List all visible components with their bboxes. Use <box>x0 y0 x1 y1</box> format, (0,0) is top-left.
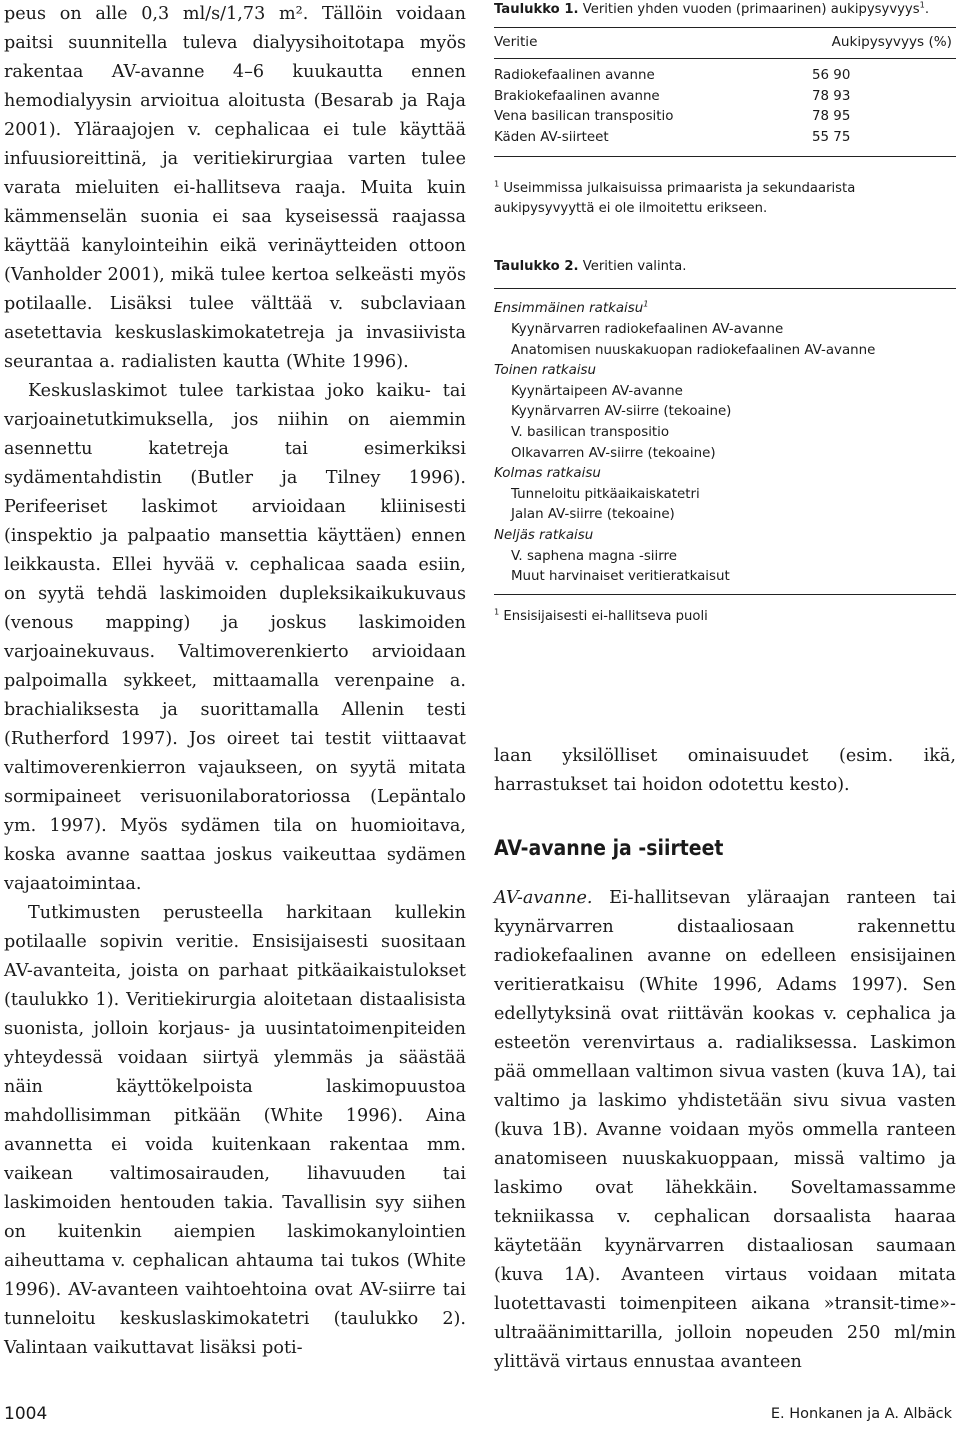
table-row <box>494 87 956 108</box>
table-cell-veritie: Käden AV-siirteet <box>494 129 609 145</box>
left-paragraph-1: peus on alle 0,3 ml/s/1,73 m². Tällöin voidaan paitsi suunnitella tuleva dialyysihoitotapa myös rakentaa AV-avanne 4–6 kuukautta ennen hemodialyysin arvioitua aloitusta (Besarab ja Raja 2001). Yläraajojen v. cephalicaa ei tule käyttää infuusioreittinä, ja veritiekirurgiaa varten tulee varata mieluiten ei-hallitseva raaja. Muita kuin kämmenselän suonia ei saa kyseisessä raajassa käyttää kanylointeihin eikä verinäytteiden ottoon (Vanholder 2001), mikä tulee kertoa selkeästi myös potilaalle. Lisäksi tulee välttää v. subclaviaan asetettavia keskuslaskimokatetreja ja invasiivista seurantaa a. radialisten kautta (White 1996). <box>4 4 466 372</box>
table-1-header-row <box>494 28 956 58</box>
list-item: Kyynärtaipeen AV-avanne <box>511 383 683 399</box>
table-1-bottom-rule <box>494 156 956 157</box>
table-1-col-header-veritie: Veritie <box>494 34 538 50</box>
table-2-bottom-rule <box>494 594 956 595</box>
table-row <box>494 66 956 87</box>
table-1-footnote-text: Useimmissa julkaisuissa primaarista ja sekundaarista aukipysyvyyttä ei ole ilmoitettu erikseen. <box>494 181 856 217</box>
group-heading-sup: 1 <box>643 298 649 309</box>
list-item: V. saphena magna -siirre <box>511 548 677 564</box>
table-1-caption <box>494 0 956 19</box>
list-item: Anatomisen nuuskakuopan radiokefaalinen AV-avanne <box>511 342 876 358</box>
list-item: Jalan AV-siirre (tekoaine) <box>511 507 675 523</box>
table-row <box>494 107 956 128</box>
right-body <box>494 884 956 1377</box>
table-1 <box>494 0 956 219</box>
left-paragraph-3: Tutkimusten perusteella harkitaan kullekin potilaalle sopivin veritie. Ensisijaisesti suositaan AV-avanteita, joista on parhaat pitkäaikaistulokset (taulukko 1). Veritiekirurgia aloitetaan distaalisista suonista, jolloin korjaus- ja uusintatoimenpiteiden yhteydessä voidaan siirtyä ylemmäs ja säästää näin käyttökelpoista laskimopuustoa mahdollisimman pitkään (White 1996). Aina avannetta ei voida kuitenkaan rakentaa mm. vaikean valtimosairauden, lihavuuden tai laskimoiden hentouden takia. Tavallisin syy siihen on kuitenkin aiempien laskimokanylointien aiheuttama v. cephalican ahtauma tai tukos (White 1996). AV-avanteen vaihtoehtoina ovat AV-siirre tai tunneloitu keskuslaskimokatetri (taulukko 2). Valintaan vaikuttavat lisäksi poti- <box>4 903 466 1358</box>
table-1-body <box>494 59 956 148</box>
group-heading-text: Toinen ratkaisu <box>494 363 597 379</box>
group-heading-text: Kolmas ratkaisu <box>494 466 601 482</box>
footer-authors: E. Honkanen ja A. Albäck <box>770 1406 952 1422</box>
table-2-footnote-mark: 1 <box>494 606 500 617</box>
table-cell-aukipysyvyys: 56 90 <box>812 68 851 83</box>
table-2-group-heading <box>494 361 956 382</box>
table-1-caption-sup: 1 <box>919 0 925 10</box>
table-1-footnote <box>494 179 956 219</box>
left-column <box>4 0 466 1363</box>
table-1-caption-label: Taulukko 1. <box>494 2 579 17</box>
table-2-footnote-text: Ensisijaisesti ei-hallitseva puoli <box>503 608 708 624</box>
table-2-body <box>494 289 956 587</box>
table-cell-veritie: Radiokefaalinen avanne <box>494 68 655 83</box>
table-cell-veritie: Brakiokefaalinen avanne <box>494 88 660 104</box>
table-cell-veritie: Vena basilican transpositio <box>494 109 674 125</box>
table-2 <box>494 257 956 626</box>
group-heading-text: Neljäs ratkaisu <box>494 527 594 543</box>
table-1-footnote-mark: 1 <box>494 178 500 189</box>
group-heading-text: Ensimmäinen ratkaisu <box>494 301 644 317</box>
table-row <box>494 128 956 149</box>
table-1-col-header-aukipysyvyys: Aukipysyvyys (%) <box>831 34 952 50</box>
table-2-group-heading <box>494 464 956 485</box>
body-text: Ei-hallitsevan yläraajan ranteen tai kyynärvarren distaaliosaan rakennettu radiokefaalinen avanne on edelleen ensisijainen veritieratkaisu (White 1996, Adams 1997). Sen edellytyksinä ovat riittävän kookas v. cephalica ja esteetön verenvirtaus a. radialiksessa. Laskimon pää ommellaan valtimon sivua vasten (kuva 1A), tai valtimo ja laskimo yhdistetään sivu sivua vasten (kuva 1B). Avanne voidaan myös ommella ranteen anatomiseen nuuskakuoppaan, missä valtimo ja laskimo ovat lähekkäin. Soveltamassamme tekniikassa v. cephalican dorsaalista haaraa käytetään kyynärvarren distaaliosan saumaan (kuva 1A). Avanteen virtaus voidaan mitata luotettavasti toimenpiteen aikana »transit-time»-ultraäänimittarilla, jolloin nopeuden 250 ml/min ylittävä virtaus ennustaa avanteen <box>494 888 956 1372</box>
table-1-caption-end: . <box>924 2 930 17</box>
list-item: Muut harvinaiset veritieratkaisut <box>511 569 730 585</box>
list-item: Kyynärvarren AV-siirre (tekoaine) <box>511 404 732 420</box>
left-paragraph-2: Keskuslaskimot tulee tarkistaa joko kaiku- tai varjoainetutkimuksella, jos niihin on aiemmin asennettu katetreja tai esimerkiksi sydämentahdistin (Butler ja Tilney 1996). Perifeeriset laskimot arvioidaan kliinisesti (inspektio ja palpaatio mansettia käyttäen) ennen leikkausta. Ellei hyvää v. cephalicaa saada esiin, on syytä tehdä laskimoiden dupleksikaikukuvaus (venous mapping) ja joskus laskimoiden varjoainekuvaus. Valtimoverenkierto arvioidaan palpoimalla sykkeet, mittaamalla verenpaine a. brachialiksesta ja suorittamalla Allenin testi (Rutherford 1997). Jos oireet tai testit viittaavat valtimoverenkierron vajaukseen, on syytä mitata sormipaineet verisuonilaboratoriossa (Lepäntalo ym. 1997). Myös sydämen tila on huomioitava, koska avanne saattaa joskus vaikeuttaa sydämen vajaatoimintaa. <box>4 381 466 894</box>
list-item: Olkavarren AV-siirre (tekoaine) <box>511 445 716 461</box>
table-2-caption-text: Veritien valinta. <box>582 259 687 275</box>
list-item: Tunneloitu pitkäaikaiskatetri <box>511 486 700 502</box>
table-cell-aukipysyvyys: 78 95 <box>812 109 851 125</box>
list-item: Kyynärvarren radiokefaalinen AV-avanne <box>511 321 784 337</box>
right-continuation <box>494 742 956 800</box>
body-lead-italic: AV-avanne. <box>494 888 593 908</box>
table-1-caption-text: Veritien yhden vuoden (primaarinen) aukipysyvyys <box>582 2 920 17</box>
continuation-paragraph: laan yksilölliset ominaisuudet (esim. ikä, harrastukset tai hoidon odotettu kesto). <box>494 746 956 795</box>
section-heading: AV-avanne ja -siirteet <box>494 836 724 860</box>
table-2-group-heading <box>494 299 956 320</box>
table-cell-aukipysyvyys: 55 75 <box>812 129 851 145</box>
table-2-footnote <box>494 607 956 627</box>
body-paragraph <box>494 884 956 1377</box>
tables-area <box>494 0 956 640</box>
table-2-group-heading <box>494 526 956 547</box>
table-cell-aukipysyvyys: 78 93 <box>812 88 851 104</box>
page-number: 1004 <box>4 1404 48 1424</box>
list-item: V. basilican transpositio <box>511 424 670 440</box>
table-2-caption-label: Taulukko 2. <box>494 259 579 275</box>
table-2-caption <box>494 257 956 276</box>
